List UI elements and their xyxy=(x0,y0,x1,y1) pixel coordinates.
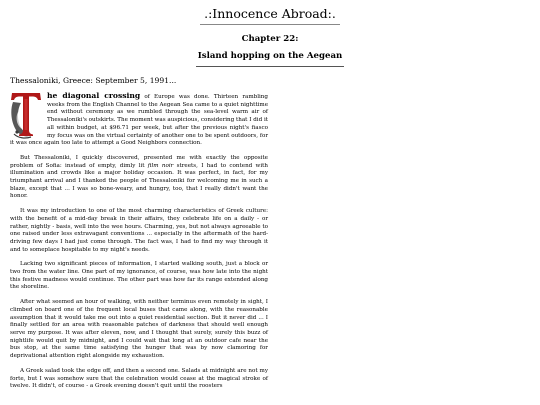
site-title: .:Innocence Abroad:. xyxy=(204,6,336,21)
paragraph-5: After what seemed an hour of walking, with neither terminus even remotely in sight, I climbed on board one of the frequent local buses that came along, with the reasonable assumption that it would take me out into a quiet residential section. But it never did ... I finally settled for an area with reasonable patches of darkness that should well enough serve my purpose. It was after eleven, now, and I thought that surely, surely this buzz of nightlife would quit by midnight, and I could wait that long at an outdoor cafe near the bus stop, at the same time satisfying the hunger that was by now clamoring for deprivational attention right alongside my exhaustion. xyxy=(10,299,268,360)
film-noir-emphasis: film noir xyxy=(147,162,174,169)
dateline: Thessaloniki, Greece: September 5, 1991... xyxy=(10,76,177,85)
paragraph-6: A Greek salad took the edge off, and then a second one. Salads at midnight are not my forte, but I was somehow sure that the celebration would cease at the magical stroke of twelve. It didn't, of course - a Greek evening doesn't quit until the roosters xyxy=(10,367,268,390)
subtitle-divider xyxy=(196,66,344,67)
paragraph-1-text: of Europe was done. Thirteen rambling weeks from the English Channel to the Aegean Sea came to a quiet nighttime end without ceremony as we rumbled through the sea-level warm air of Thessaloniki's outskirts. The moment was auspicious, considering that I did it all within budget, at $96.71 per week, but after the previous night's fiasco my focus was on the virtual certainty of another one to be spent outdoors, for it was once again too late to attempt a Good Neighbors connection. xyxy=(10,94,268,147)
paragraph-3: It was my introduction to one of the most charming characteristics of Greek culture: with the benefit of a mid-day break in their affairs, they celebrate life on a daily - or rather, nightly - basis, well into the wee hours. Charming, yes, but not always agreeable to one raised under less extravagant conventions ... especially in the aftermath of the hard-driving few days I had just come through. The fact was, I had to find my way through it and to someplace hospitable to my night's needs. xyxy=(10,208,268,253)
paragraph-2 xyxy=(10,155,268,201)
chapter-subtitle: Island hopping on the Aegean xyxy=(197,51,343,61)
paragraph-2-text-b: streets, I had to contend with illumination and crowds like a major holiday occasion. It was perfect, in fact, for my triumphant arrival and I thanked the people of Thessaloniki for welcoming me in such a blaze, except that ... I was so bone-weary, and hungry, too, that I really didn't want the honor. xyxy=(10,162,268,200)
dropcap-t-icon xyxy=(9,90,43,140)
article-body xyxy=(10,92,268,398)
paragraph-1 xyxy=(10,92,268,148)
paragraph-4: Lacking two significant pieces of information, I started walking south, just a block or two from the water line. One part of my ignorance, of course, was how late into the night this festive madness would continue. The other part was how far its range extended along the shoreline. xyxy=(10,261,268,291)
chapter-heading: Chapter 22: xyxy=(241,34,299,44)
title-divider xyxy=(200,24,340,25)
paragraph-2-text-a: But Thessaloniki, I quickly discovered, presented me with exactly the opposite problem of Sofia: instead of empty, dimly lit xyxy=(10,154,268,169)
lead-phrase: he diagonal crossing xyxy=(47,91,141,100)
